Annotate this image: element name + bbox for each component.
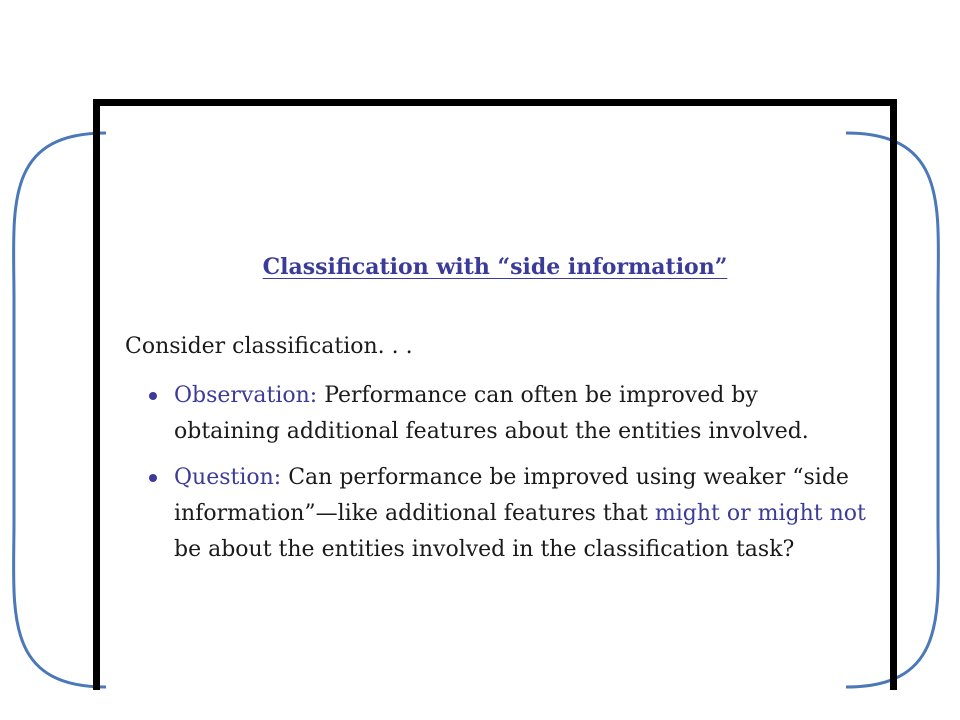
bullet-list <box>147 378 867 578</box>
intro-text: Consider classification. . . <box>125 334 413 359</box>
bullet-text-end: be about the entities involved in the classification task? <box>174 537 795 562</box>
bullet-text: Performance can often be improved by obtaining additional features about the entities involved. <box>174 383 809 444</box>
slide-title <box>100 254 890 280</box>
slide-frame <box>93 99 897 690</box>
slide-title-text: Classification with “side information” <box>262 254 728 280</box>
bullet-lead: Question: <box>174 465 282 490</box>
bullet-highlight: might or might not <box>654 501 866 526</box>
bullet-observation <box>147 378 867 450</box>
bullet-text: Can performance be improved using weaker “side information”—like additional features that <box>174 465 849 526</box>
bullet-lead: Observation: <box>174 383 318 408</box>
bullet-question <box>147 460 867 568</box>
bullet-dot-icon <box>149 392 157 400</box>
bullet-dot-icon <box>149 474 157 482</box>
